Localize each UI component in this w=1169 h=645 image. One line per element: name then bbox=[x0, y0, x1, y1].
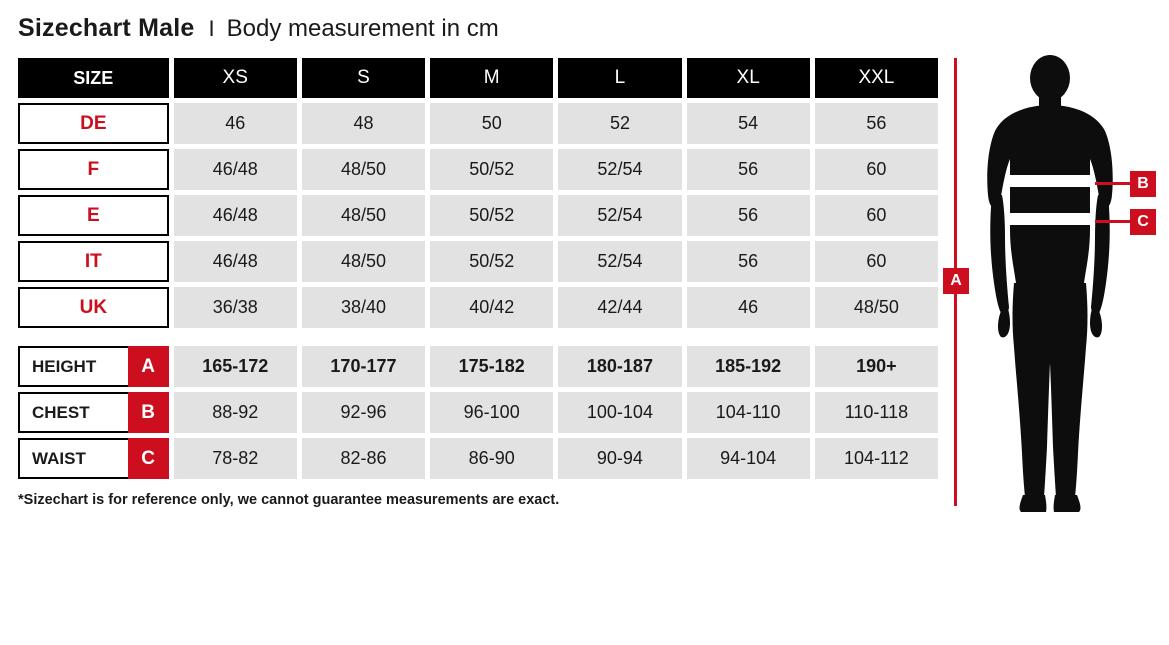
table-row bbox=[18, 241, 938, 282]
row-label-de: DE bbox=[18, 103, 169, 144]
cell-de-xxl: 56 bbox=[815, 103, 938, 144]
table-row bbox=[18, 287, 938, 328]
table-row bbox=[18, 438, 938, 479]
row-key-b: B bbox=[128, 392, 169, 433]
cell-waist-m: 86-90 bbox=[430, 438, 553, 479]
page-title-subtitle: Body measurement in cm bbox=[226, 15, 499, 42]
cell-e-xs: 46/48 bbox=[174, 195, 297, 236]
cell-height-s: 170-177 bbox=[302, 346, 425, 387]
row-label-f: F bbox=[18, 149, 169, 190]
cell-e-s: 48/50 bbox=[302, 195, 425, 236]
sizechart-table bbox=[18, 58, 938, 484]
marker-c-waist: C bbox=[1130, 209, 1156, 235]
row-label-waist bbox=[18, 438, 169, 479]
cell-waist-l: 90-94 bbox=[558, 438, 681, 479]
cell-waist-xxl: 104-112 bbox=[815, 438, 938, 479]
cell-chest-s: 92-96 bbox=[302, 392, 425, 433]
cell-it-xxl: 60 bbox=[815, 241, 938, 282]
cell-height-m: 175-182 bbox=[430, 346, 553, 387]
cell-de-l: 52 bbox=[558, 103, 681, 144]
title-separator: I bbox=[208, 16, 215, 41]
table-section-divider bbox=[18, 333, 938, 346]
cell-uk-m: 40/42 bbox=[430, 287, 553, 328]
cell-f-s: 48/50 bbox=[302, 149, 425, 190]
cell-uk-xs: 36/38 bbox=[174, 287, 297, 328]
cell-waist-xl: 94-104 bbox=[687, 438, 810, 479]
cell-f-l: 52/54 bbox=[558, 149, 681, 190]
table-header-row bbox=[18, 58, 938, 98]
header-label-size: SIZE bbox=[18, 58, 169, 98]
header-size-l: L bbox=[558, 58, 681, 98]
table-row bbox=[18, 392, 938, 433]
cell-waist-xs: 78-82 bbox=[174, 438, 297, 479]
cell-it-m: 50/52 bbox=[430, 241, 553, 282]
cell-e-l: 52/54 bbox=[558, 195, 681, 236]
cell-chest-xs: 88-92 bbox=[174, 392, 297, 433]
table-row bbox=[18, 149, 938, 190]
cell-de-s: 48 bbox=[302, 103, 425, 144]
cell-uk-xl: 46 bbox=[687, 287, 810, 328]
cell-it-s: 48/50 bbox=[302, 241, 425, 282]
body-figure bbox=[940, 55, 1160, 515]
table-row bbox=[18, 195, 938, 236]
cell-height-xxl: 190+ bbox=[815, 346, 938, 387]
cell-f-xxl: 60 bbox=[815, 149, 938, 190]
marker-b-chest: B bbox=[1130, 171, 1156, 197]
cell-de-m: 50 bbox=[430, 103, 553, 144]
cell-chest-m: 96-100 bbox=[430, 392, 553, 433]
row-label-waist-text: WAIST bbox=[18, 438, 128, 479]
row-key-c: C bbox=[128, 438, 169, 479]
row-label-chest-text: CHEST bbox=[18, 392, 128, 433]
table-row bbox=[18, 103, 938, 144]
header-size-s: S bbox=[302, 58, 425, 98]
chest-leader-line bbox=[1095, 182, 1133, 185]
cell-it-xs: 46/48 bbox=[174, 241, 297, 282]
cell-it-l: 52/54 bbox=[558, 241, 681, 282]
header-size-m: M bbox=[430, 58, 553, 98]
cell-it-xl: 56 bbox=[687, 241, 810, 282]
cell-height-xl: 185-192 bbox=[687, 346, 810, 387]
header-size-xl: XL bbox=[687, 58, 810, 98]
row-label-e: E bbox=[18, 195, 169, 236]
cell-chest-l: 100-104 bbox=[558, 392, 681, 433]
cell-de-xs: 46 bbox=[174, 103, 297, 144]
cell-height-xs: 165-172 bbox=[174, 346, 297, 387]
cell-uk-l: 42/44 bbox=[558, 287, 681, 328]
cell-chest-xl: 104-110 bbox=[687, 392, 810, 433]
cell-e-m: 50/52 bbox=[430, 195, 553, 236]
row-label-chest bbox=[18, 392, 169, 433]
row-label-uk: UK bbox=[18, 287, 169, 328]
cell-uk-xxl: 48/50 bbox=[815, 287, 938, 328]
page-title-main: Sizechart Male bbox=[18, 14, 195, 42]
cell-waist-s: 82-86 bbox=[302, 438, 425, 479]
cell-chest-xxl: 110-118 bbox=[815, 392, 938, 433]
header-size-xs: XS bbox=[174, 58, 297, 98]
row-label-it: IT bbox=[18, 241, 169, 282]
cell-uk-s: 38/40 bbox=[302, 287, 425, 328]
footnote-text: *Sizechart is for reference only, we cannot guarantee measurements are exact. bbox=[18, 492, 560, 508]
waist-leader-line bbox=[1095, 220, 1133, 223]
row-key-a: A bbox=[128, 346, 169, 387]
cell-de-xl: 54 bbox=[687, 103, 810, 144]
male-body-silhouette-icon bbox=[968, 55, 1133, 515]
cell-f-xs: 46/48 bbox=[174, 149, 297, 190]
cell-e-xl: 56 bbox=[687, 195, 810, 236]
row-label-height-text: HEIGHT bbox=[18, 346, 128, 387]
cell-f-xl: 56 bbox=[687, 149, 810, 190]
cell-f-m: 50/52 bbox=[430, 149, 553, 190]
page-title bbox=[18, 14, 499, 43]
cell-e-xxl: 60 bbox=[815, 195, 938, 236]
marker-a-height: A bbox=[943, 268, 969, 294]
header-size-xxl: XXL bbox=[815, 58, 938, 98]
row-label-height bbox=[18, 346, 169, 387]
cell-height-l: 180-187 bbox=[558, 346, 681, 387]
table-row bbox=[18, 346, 938, 387]
